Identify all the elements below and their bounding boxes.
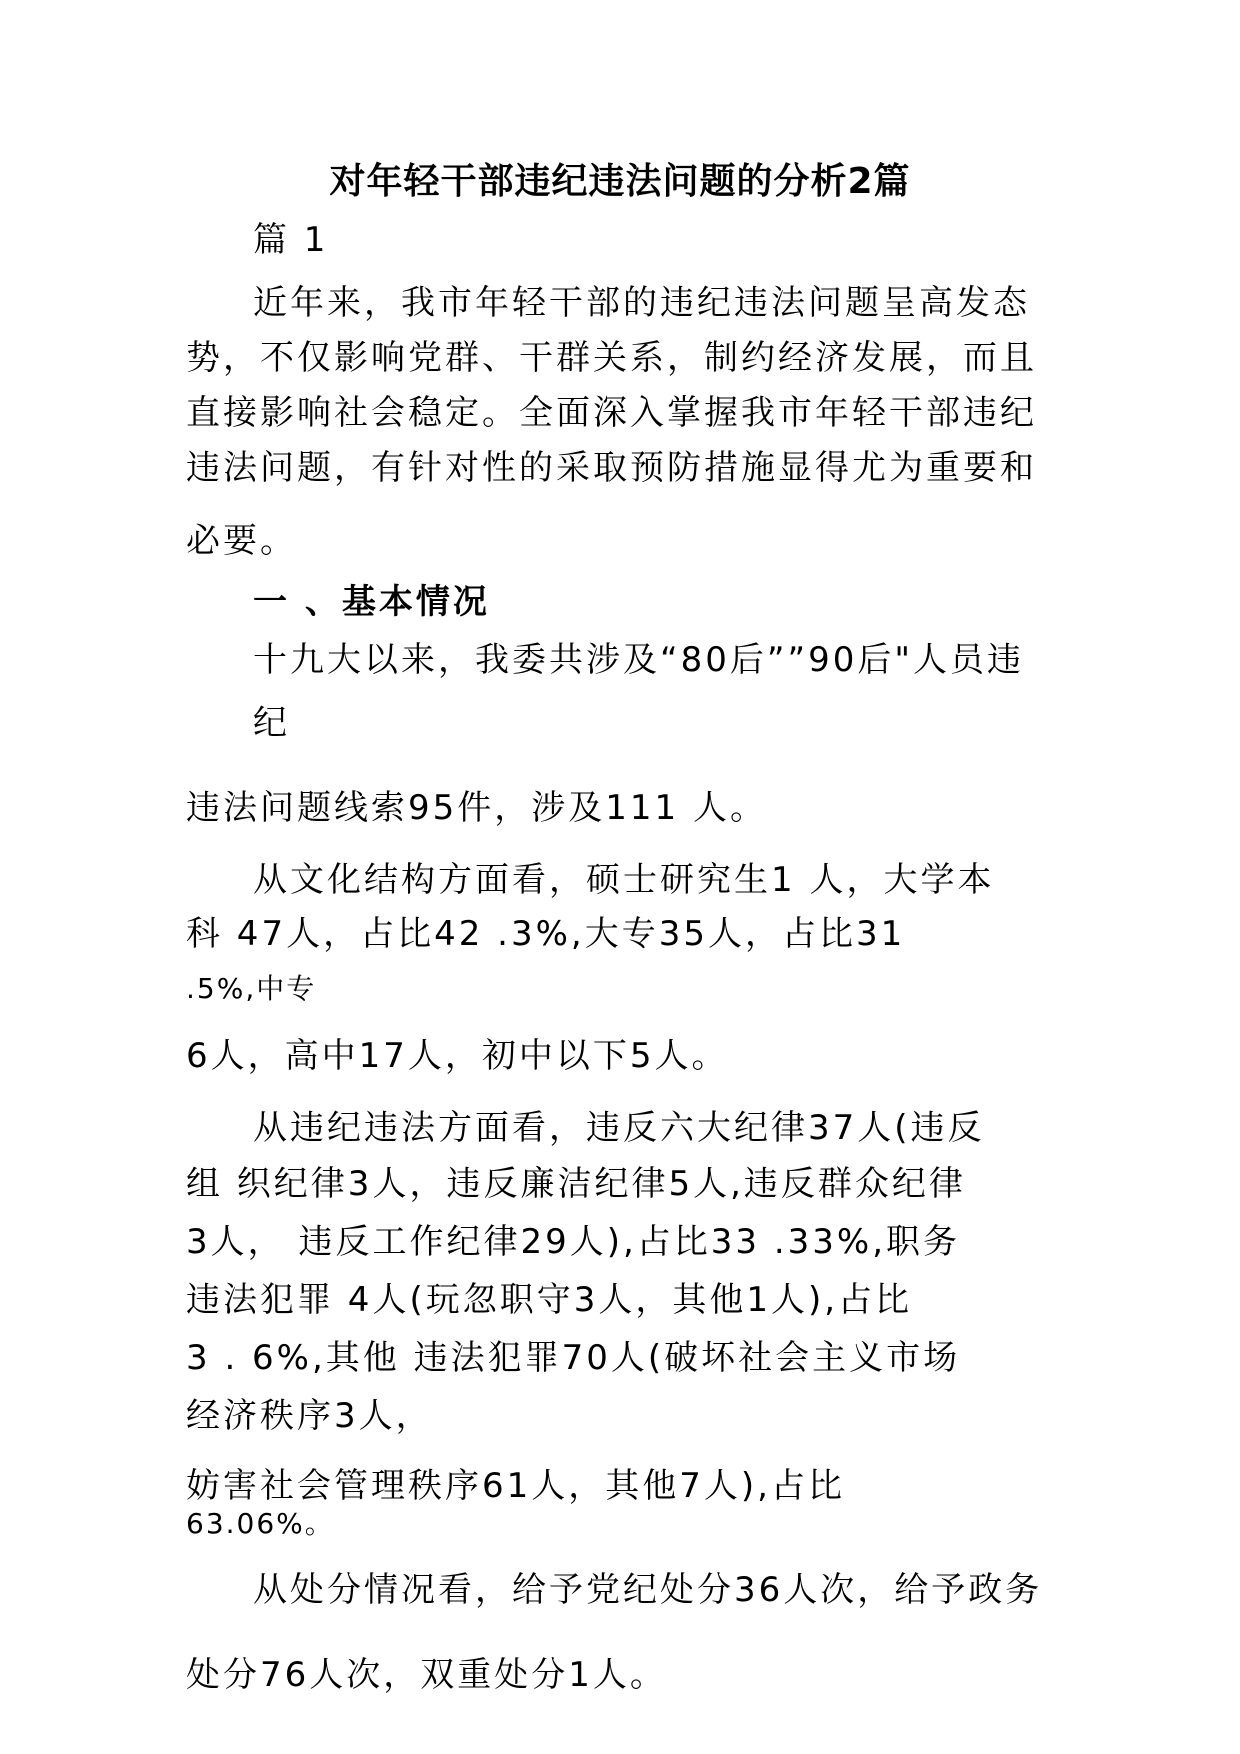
paragraph-line: 纪 xyxy=(253,703,290,743)
section-heading: 一 、基本情况 xyxy=(253,582,490,622)
paragraph-line: 处分76人次，双重处分1人。 xyxy=(186,1655,667,1695)
paragraph-line: 必要。 xyxy=(186,521,297,561)
paragraph-line: 从违纪违法方面看，违反六大纪律37人(违反 xyxy=(253,1108,985,1148)
paragraph-line: 组 织纪律3人，违反廉洁纪律5人,违反群众纪律 xyxy=(186,1164,966,1204)
paragraph-line: .5%,中专 xyxy=(186,972,317,1005)
paragraph-line: 科 47人，占比42 .3%,大专35人，占比31 xyxy=(186,914,906,954)
paragraph-line: 违法问题，有针对性的采取预防措施显得尤为重要和 xyxy=(186,448,1037,488)
paragraph-line: 经济秩序3人， xyxy=(186,1396,433,1436)
paragraph-line: 直接影响社会稳定。全面深入掌握我市年轻干部违纪 xyxy=(186,393,1037,433)
paragraph-line: 6人，高中17人，初中以下5人。 xyxy=(186,1036,729,1076)
paragraph-line: 妨害社会管理秩序61人，其他7人),占比 xyxy=(186,1466,845,1506)
paragraph-line: 势，不仅影响党群、干群关系，制约经济发展，而且 xyxy=(186,338,1037,378)
paragraph-line: 3 . 6%,其他 违法犯罪70人(破坏社会主义市场 xyxy=(186,1338,961,1378)
paragraph-line: 违法犯罪 4人(玩忽职守3人，其他1人),占比 xyxy=(186,1280,913,1320)
section-label: 篇 1 xyxy=(253,220,329,260)
paragraph-line: 3人， 违反工作纪律29人),占比33 .33%,职务 xyxy=(186,1222,961,1262)
document-title: 对年轻干部违纪违法问题的分析2篇 xyxy=(329,161,911,202)
paragraph-line: 违法问题线索95件，涉及111 人。 xyxy=(186,788,767,828)
paragraph-line: 从文化结构方面看，硕士研究生1 人，大学本 xyxy=(253,860,995,900)
paragraph-line: 从处分情况看，给予党纪处分36人次，给予政务 xyxy=(253,1570,1043,1610)
paragraph-line: 近年来，我市年轻干部的违纪违法问题呈高发态 xyxy=(253,283,1030,323)
paragraph-line: 63.06%。 xyxy=(186,1507,335,1540)
paragraph-line: 十九大以来，我委共涉及“80后””90后"人员违 xyxy=(253,640,1025,680)
